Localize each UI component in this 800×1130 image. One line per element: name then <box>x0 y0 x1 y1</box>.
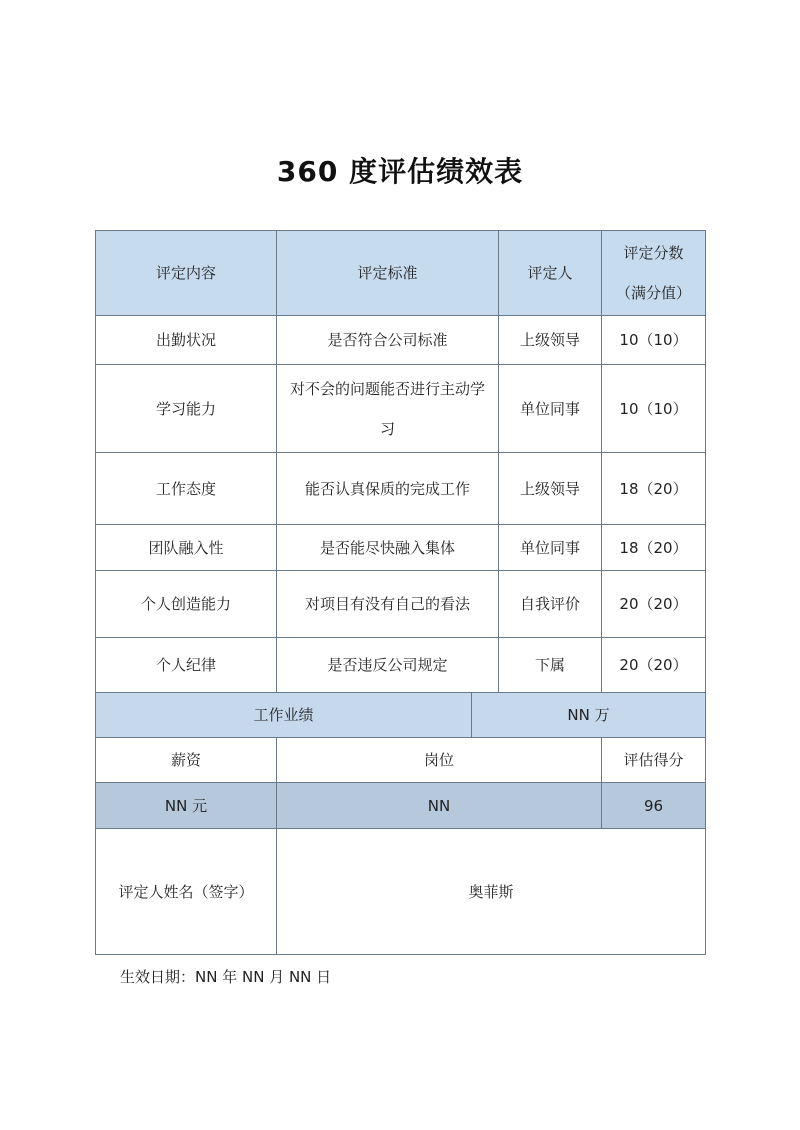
row-content: 学习能力 <box>96 365 277 453</box>
table-row <box>96 453 706 525</box>
row-rater: 上级领导 <box>499 453 602 525</box>
eval-score-value: 96 <box>602 783 706 829</box>
performance-label: 工作业绩 <box>96 693 472 738</box>
table-row <box>96 571 706 638</box>
salary-header: 薪资 <box>96 738 277 783</box>
signature-label: 评定人姓名（签字） <box>96 829 277 955</box>
row-content: 个人纪律 <box>96 638 277 693</box>
row-rater: 自我评价 <box>499 571 602 638</box>
header-rater: 评定人 <box>499 231 602 316</box>
row-content: 出勤状况 <box>96 316 277 365</box>
performance-value: NN 万 <box>472 693 706 738</box>
row-content: 团队融入性 <box>96 525 277 571</box>
row-rater: 单位同事 <box>499 365 602 453</box>
table-row <box>96 365 706 453</box>
eval-score-header: 评估得分 <box>602 738 706 783</box>
header-row <box>96 231 706 316</box>
table-row <box>96 316 706 365</box>
row-score: 18（20） <box>602 525 706 571</box>
row-score: 18（20） <box>602 453 706 525</box>
header-score-line2: （满分值） <box>616 284 692 302</box>
table-row <box>96 525 706 571</box>
header-standard: 评定标准 <box>277 231 499 316</box>
row-standard: 能否认真保质的完成工作 <box>277 453 499 525</box>
summary-value-row <box>96 783 706 829</box>
signature-name: 奥菲斯 <box>277 829 706 955</box>
row-content: 个人创造能力 <box>96 571 277 638</box>
row-standard <box>277 365 499 453</box>
page-title: 360 度评估绩效表 <box>276 155 524 188</box>
performance-row <box>96 693 706 738</box>
header-score <box>602 231 706 316</box>
row-standard: 是否违反公司规定 <box>277 638 499 693</box>
row-content: 工作态度 <box>96 453 277 525</box>
row-score: 20（20） <box>602 638 706 693</box>
row-standard-text: 对不会的问题能否进行主动学习 <box>290 379 486 438</box>
position-header: 岗位 <box>277 738 602 783</box>
table-row <box>96 638 706 693</box>
position-value: NN <box>277 783 602 829</box>
row-rater: 下属 <box>499 638 602 693</box>
row-standard: 是否能尽快融入集体 <box>277 525 499 571</box>
signature-row <box>96 829 706 955</box>
summary-header-row <box>96 738 706 783</box>
row-standard: 是否符合公司标准 <box>277 316 499 365</box>
row-rater: 单位同事 <box>499 525 602 571</box>
row-score: 10（10） <box>602 365 706 453</box>
effective-date: 生效日期：NN 年 NN 月 NN 日 <box>120 968 332 986</box>
row-standard: 对项目有没有自己的看法 <box>277 571 499 638</box>
row-rater: 上级领导 <box>499 316 602 365</box>
evaluation-table <box>95 230 706 955</box>
header-score-line1: 评定分数 <box>623 244 684 262</box>
row-score: 20（20） <box>602 571 706 638</box>
salary-value: NN 元 <box>96 783 277 829</box>
header-content: 评定内容 <box>96 231 277 316</box>
row-score: 10（10） <box>602 316 706 365</box>
